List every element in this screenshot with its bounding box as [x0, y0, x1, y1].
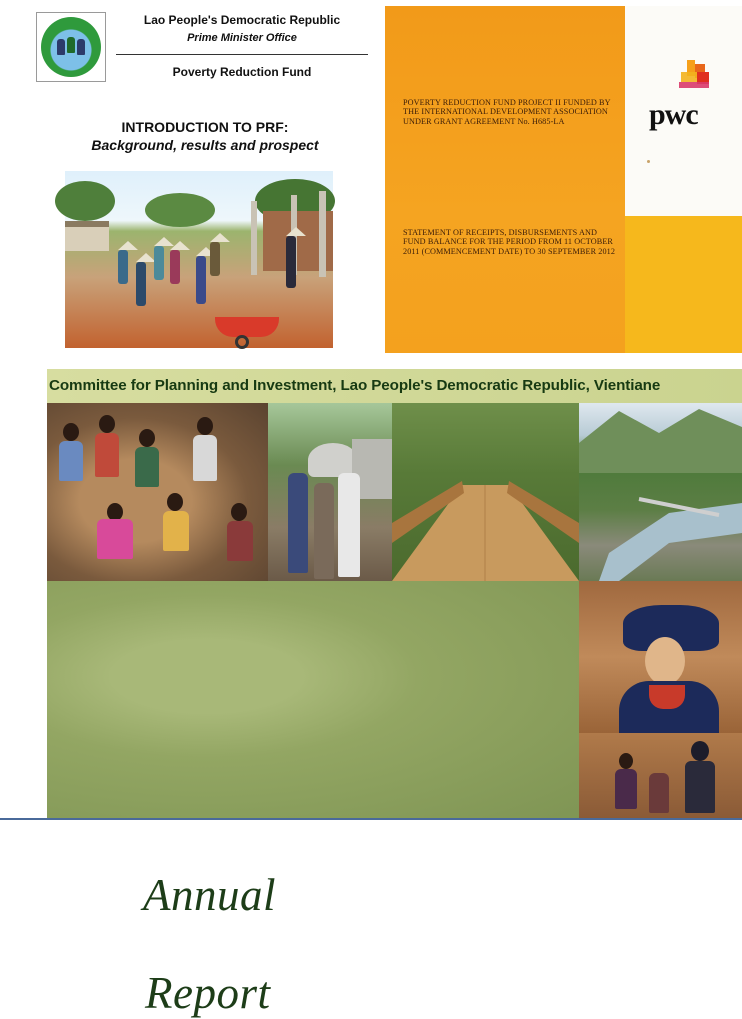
pwc-report-cover [385, 6, 742, 353]
slide-subtitle: Background, results and prospect [91, 137, 319, 153]
child-body [649, 773, 669, 813]
fund-name: Poverty Reduction Fund [172, 65, 312, 79]
river-drawing [579, 403, 742, 581]
pwc-logo-mark-icon [677, 60, 717, 94]
child-body [615, 769, 637, 809]
child-head [167, 493, 183, 511]
logo-figure [67, 37, 75, 53]
construction-photo [65, 171, 333, 348]
header-divider [116, 54, 368, 55]
water-tank [308, 443, 358, 477]
child-body [163, 511, 189, 551]
prf-header [116, 12, 368, 79]
village-kids-photo [579, 733, 742, 820]
child-head [231, 503, 247, 521]
tree [55, 181, 115, 221]
person [338, 473, 360, 577]
project-description: POVERTY REDUCTION FUND PROJECT II FUNDED BY THE INTERNATIONAL DEVELOPMENT ASSOCIATION UNDER GRANT AGREEMENT No. H685-LA [403, 98, 611, 126]
report-word: Report [145, 968, 271, 1018]
statement-description: STATEMENT OF RECEIPTS, DISBURSEMENTS AND FUND BALANCE FOR THE PERIOD FROM 11 OCTOBER 2011 (COMMENCEMENT DATE) TO 30 SEPTEMBER 2012 [403, 228, 616, 256]
country-name: Lao People's Democratic Republic [143, 13, 341, 27]
cover-dot [647, 160, 650, 163]
children-photo [47, 403, 268, 581]
concrete-column [251, 201, 257, 275]
water-tank-photo [268, 403, 392, 581]
cover-orange-panel [385, 6, 625, 353]
page-bottom-border [0, 818, 742, 820]
child-head [139, 429, 155, 447]
cover-yellow-panel [625, 216, 742, 353]
child-body [685, 761, 715, 813]
child-head [99, 415, 115, 433]
child-head [63, 423, 79, 441]
office-name: Prime Minister Office [187, 32, 297, 44]
shed [65, 221, 109, 251]
child-head [691, 741, 709, 761]
river-valley-photo [579, 403, 742, 581]
child-body [59, 441, 83, 481]
prf-logo [36, 12, 106, 82]
annual-word: Annual [143, 870, 276, 920]
logo-figure [57, 39, 65, 55]
child-body [97, 519, 133, 559]
wheelbarrow [215, 317, 279, 337]
wooden-bridge-photo [392, 403, 579, 581]
prf-slide [0, 0, 380, 360]
bridge-drawing [392, 403, 579, 581]
committee-banner: Committee for Planning and Investment, Lao People's Democratic Republic, Vientiane [47, 369, 742, 403]
logo-figure [77, 39, 85, 55]
child-body [95, 433, 119, 477]
child-head [197, 417, 213, 435]
person [288, 473, 308, 573]
person [314, 483, 334, 579]
face [645, 637, 685, 685]
necklace [649, 685, 685, 709]
annual-report-cover [47, 369, 742, 1018]
wheelbarrow-wheel [235, 335, 249, 349]
map-background [47, 581, 579, 1018]
child-head [619, 753, 633, 769]
prf-title-block [40, 118, 370, 154]
pwc-wordmark: pwc [649, 98, 698, 131]
concrete-column [319, 191, 326, 277]
slide-title: INTRODUCTION TO PRF: [121, 119, 289, 135]
woman-portrait-photo [579, 581, 742, 733]
child-body [227, 521, 253, 561]
child-body [193, 435, 217, 481]
child-body [135, 447, 159, 487]
tree [145, 193, 215, 227]
